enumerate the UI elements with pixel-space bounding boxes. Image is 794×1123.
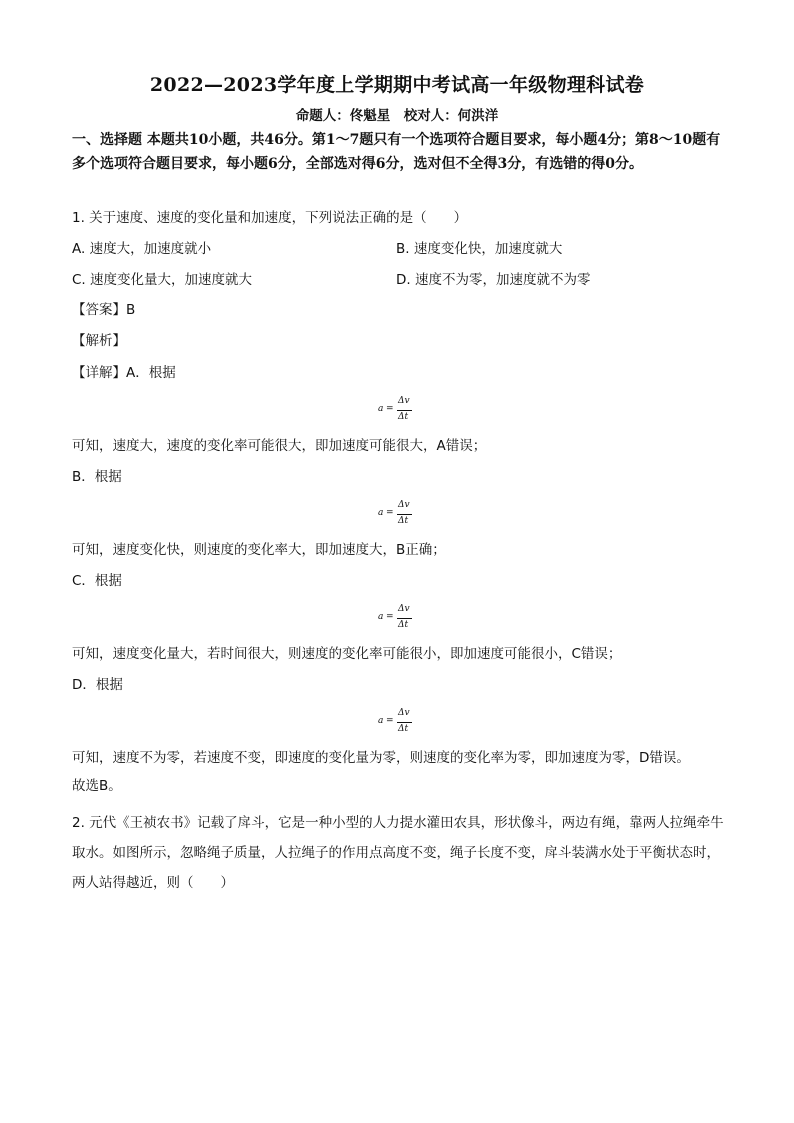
formula-denominator: Δt [398, 724, 409, 734]
formula-numerator: Δv [398, 708, 410, 718]
formula-denominator: Δt [398, 516, 409, 526]
option-a: A. 速度大，加速度就小 [72, 241, 212, 257]
detail-b-text: 可知，速度变化快，则速度的变化率大，即加速度大，B正确； [72, 542, 446, 558]
section-instructions: 一、选择题 本题共10小题，共46分。第1～7题只有一个选项符合题目要求，每小题4分；第8～10题有多个选项符合题目要求，每小题6分，全部选对得6分，选对但不全得3分，有选错的得0分。 [72, 132, 721, 172]
answer-label: 【答案】B [72, 302, 136, 318]
formula-eq: = [386, 508, 394, 518]
analysis-label: 【解析】 [72, 333, 126, 349]
option-d: D. 速度不为零，加速度就不为零 [396, 272, 591, 288]
formula-denominator: Δt [398, 620, 409, 630]
detail-a-intro: 【详解】A．根据 [72, 365, 176, 381]
formula-d [376, 708, 436, 738]
formula-a [376, 396, 436, 426]
fraction-bar [397, 722, 412, 723]
option-b: B. 速度变化快，加速度就大 [396, 241, 563, 257]
formula-numerator: Δv [398, 604, 410, 614]
formula-numerator: Δv [398, 500, 410, 510]
question-2-stem: 2. 元代《王祯农书》记载了戽斗，它是一种小型的人力提水灌田农具，形状像斗，两边有绳，靠两人拉绳牵牛取水。如图所示，忽略绳子质量，人拉绳子的作用点高度不变，绳子长度不变，戽斗装满水处于平衡状态时，两人站得越近，则（ ） [72, 815, 724, 891]
option-c: C. 速度变化量大，加速度就大 [72, 272, 253, 288]
fraction-bar [397, 618, 412, 619]
formula-eq: = [386, 404, 394, 414]
question-1-stem: 1. 关于速度、速度的变化量和加速度，下列说法正确的是（ ） [72, 210, 468, 226]
formula-lhs: a [378, 716, 384, 726]
fraction-bar [397, 514, 412, 515]
formula-numerator: Δv [398, 396, 410, 406]
formula-lhs: a [378, 508, 384, 518]
detail-a-text: 可知，速度大，速度的变化率可能很大，即加速度可能很大，A错误； [72, 438, 487, 454]
page-title: 2022—2023学年度上学期期中考试高一年级物理科试卷 [149, 74, 645, 96]
detail-d-intro: D．根据 [72, 677, 123, 693]
fraction-bar [397, 410, 412, 411]
formula-c [376, 604, 436, 634]
conclusion: 故选B。 [72, 778, 122, 794]
detail-d-text: 可知，速度不为零，若速度不变，即速度的变化量为零，则速度的变化率为零，即加速度为零，D错误。 [72, 750, 690, 766]
formula-denominator: Δt [398, 412, 409, 422]
author-line: 命题人：佟魁星 校对人：何洪洋 [295, 108, 499, 124]
formula-b [376, 500, 436, 530]
formula-lhs: a [378, 612, 384, 622]
detail-c-intro: C．根据 [72, 573, 122, 589]
formula-lhs: a [378, 404, 384, 414]
formula-eq: = [386, 716, 394, 726]
formula-eq: = [386, 612, 394, 622]
detail-b-intro: B．根据 [72, 469, 122, 485]
detail-c-text: 可知，速度变化量大，若时间很大，则速度的变化率可能很小，即加速度可能很小，C错误； [72, 646, 622, 662]
